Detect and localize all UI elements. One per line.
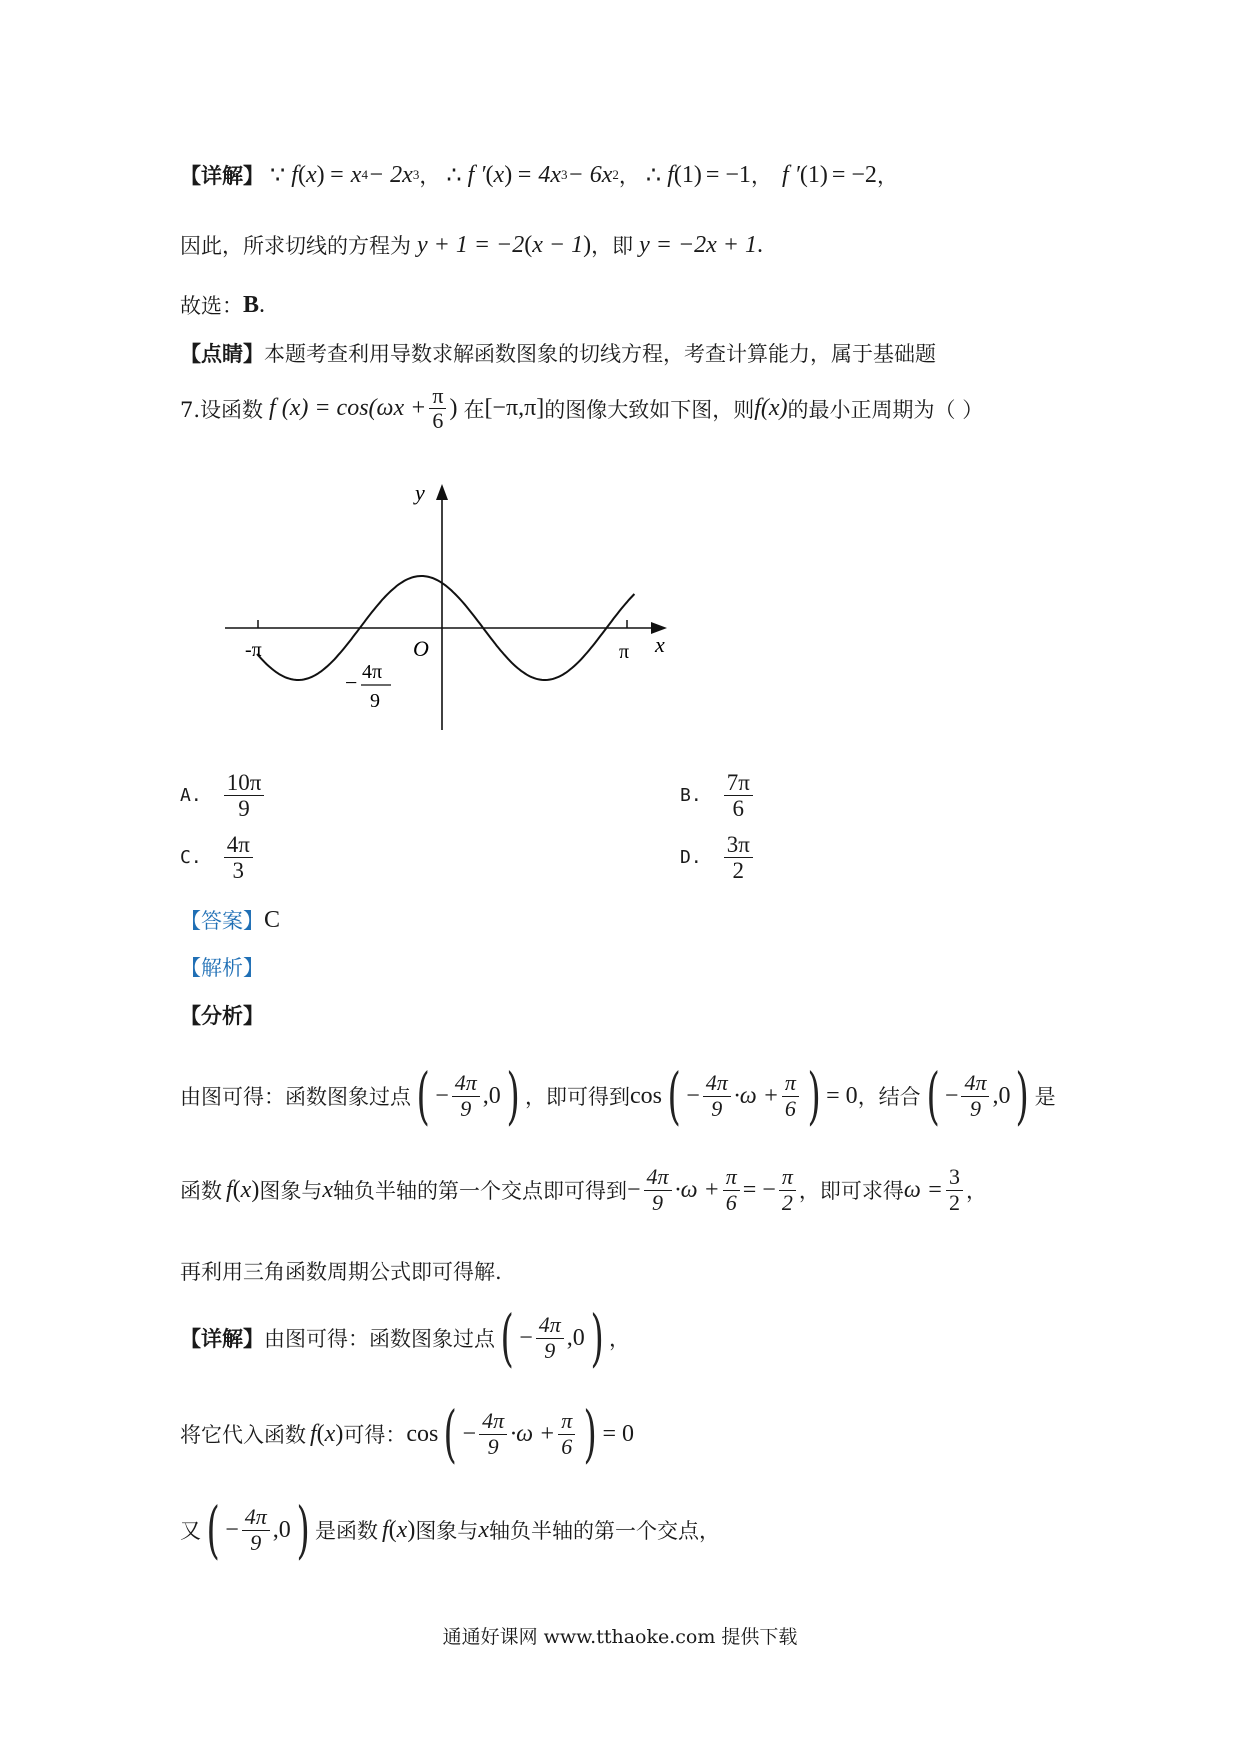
analysis1-omega: ·ω + xyxy=(733,1082,779,1109)
f1-symbol: f xyxy=(667,161,674,188)
analysis2-eq: = − xyxy=(742,1176,776,1203)
question-frac-num: π xyxy=(429,384,446,409)
y-axis-label: y xyxy=(415,480,425,505)
option-a-den: 9 xyxy=(238,796,250,822)
detail4-text1: 将它代入函数 xyxy=(180,1423,306,1447)
x-symbol: x xyxy=(305,161,317,188)
separator-2: ， xyxy=(618,164,640,188)
analysis2-two: 2 xyxy=(781,1189,793,1215)
analysis1-text3: ，结合 xyxy=(857,1085,921,1109)
analysis-tag-line xyxy=(180,952,264,982)
detail2-text2: ，即 xyxy=(591,234,634,258)
because-symbol: ∵ xyxy=(270,162,286,189)
detail4-den: 9 xyxy=(487,1433,499,1459)
origin-label: O xyxy=(413,636,429,661)
therefore-symbol-2: ∴ xyxy=(645,162,662,189)
comment-line xyxy=(180,338,936,368)
page-footer: 通通好课网 www.tthaoke.com 提供下载 xyxy=(442,1626,798,1648)
exp3b: 3 xyxy=(561,167,568,182)
question-text2: 的图像大致如下图，则 xyxy=(544,397,755,422)
zero-label-sign: − xyxy=(345,670,358,695)
detail4-x: x xyxy=(324,1420,336,1447)
analysis1-frac-3 xyxy=(782,1071,799,1120)
fenxi-tag-line xyxy=(180,1000,264,1030)
detail3-text: 由图可得：函数图象过点 xyxy=(264,1327,495,1351)
detail4-omega: ·ω + xyxy=(510,1420,556,1447)
separator: ， xyxy=(419,164,441,188)
detail3-minus: − xyxy=(519,1324,533,1351)
analysis-tag: 【解析】 xyxy=(180,956,264,980)
detail-line-4: 将它代入函数 f ( x ) 可得： cos ( − $\frac{4\pi}{9}$ ·ω + $\frac{\pi}{6}$ ) = 0 xyxy=(180,1397,635,1470)
detail4-eq0: = 0 xyxy=(602,1420,635,1447)
detail5-text2: 是函数 xyxy=(314,1519,378,1543)
analysis1-minus-2: − xyxy=(686,1082,700,1109)
fenxi-tag: 【分析】 xyxy=(180,1003,264,1028)
detail3-zero: ,0 xyxy=(566,1324,585,1351)
question-prefix: 7.设函数 xyxy=(180,397,264,422)
pi-label: π xyxy=(619,641,630,663)
question-fx2: f(x) xyxy=(754,395,788,422)
detail4-frac-2 xyxy=(558,1409,575,1458)
detail5-x: x xyxy=(396,1516,408,1543)
detail-line-3: 【详解】 由图可得：函数图象过点 ( − $\frac{4\pi}{9}$ ,0 ) ， xyxy=(180,1301,630,1374)
question-interval: [−π,π] xyxy=(484,395,545,422)
option-c[interactable] xyxy=(180,832,256,884)
answer-tag: 【答案】 xyxy=(180,909,264,933)
detail5-zero: ,0 xyxy=(272,1516,291,1543)
analysis2-two2: 2 xyxy=(948,1189,960,1215)
analysis2-minus: − xyxy=(626,1176,641,1203)
minus6x: − 6x xyxy=(567,161,613,188)
therefore-symbol: ∴ xyxy=(446,162,462,189)
detail5-num: 4π xyxy=(242,1505,270,1530)
eq-b: x − 1 xyxy=(532,231,584,258)
analysis2-frac-4 xyxy=(946,1165,963,1214)
y-axis-arrow-icon xyxy=(436,484,448,500)
question-frac xyxy=(429,384,446,433)
analysis1-six: 6 xyxy=(784,1095,796,1121)
detail5-xv: x xyxy=(478,1516,489,1543)
detail5-f: f xyxy=(381,1516,389,1543)
detail2-text1: 因此，所求切线的方程为 xyxy=(180,234,411,258)
analysis1-frac-2 xyxy=(703,1071,731,1120)
analysis2-six: 6 xyxy=(725,1189,737,1215)
analysis1-num-3: 4π xyxy=(961,1071,989,1096)
cosine-graph xyxy=(215,480,715,750)
fprime-symbol: f ′ xyxy=(467,161,486,188)
analysis1-text2: ，即可得到 xyxy=(524,1085,630,1109)
analysis-line-1: 由图可得：函数图象过点 ( − $\frac{4\pi}{9}$ ,0 ) ，即可得到 cos ( − $\frac{4\pi}{9}$ ·ω + $\frac{\pi}{6}$ ) = 0 ，结合 ( − $\frac{4\pi}{9}$ ,0 ) 是 xyxy=(180,1059,1056,1132)
eq-a: y + 1 = −2 xyxy=(417,231,525,258)
analysis1-cos: cos xyxy=(629,1082,662,1109)
detail5-den: 9 xyxy=(250,1529,262,1555)
analysis2-text1: 函数 xyxy=(180,1179,222,1203)
detail3-num: 4π xyxy=(536,1313,564,1338)
detail4-six: 6 xyxy=(561,1433,573,1459)
neg-pi-label: -π xyxy=(245,639,262,661)
option-a-frac xyxy=(224,770,265,822)
analysis2-x: x xyxy=(240,1176,252,1203)
analysis-line-3 xyxy=(180,1256,502,1286)
comment-text: 本题考查利用导数求解函数图象的切线方程，考查计算能力，属于基础题 xyxy=(264,342,936,366)
analysis2-f: f xyxy=(226,1176,233,1203)
comment-tag: 【点睛】 xyxy=(180,341,264,366)
option-b-num: 7π xyxy=(724,770,753,796)
analysis1-num: 4π xyxy=(452,1071,480,1096)
separator-3: ， xyxy=(750,164,772,188)
option-c-num: 4π xyxy=(224,832,253,858)
answer-line xyxy=(180,905,280,935)
eq1: = x xyxy=(328,161,362,188)
detail4-text2: 可得： xyxy=(343,1423,407,1447)
option-b-letter: B. xyxy=(680,785,702,807)
analysis2-frac-3 xyxy=(779,1165,796,1214)
detail4-pi: π xyxy=(558,1409,575,1434)
question-text1: 在 xyxy=(463,397,485,422)
analysis2-three: 3 xyxy=(946,1165,963,1190)
analysis2-num: 4π xyxy=(644,1165,672,1190)
detail-line-2: 因此，所求切线的方程为 y + 1 = −2 ( x − 1 ) ，即 y = −2x + 1 . xyxy=(180,231,763,258)
analysis2-text2: 图象与 xyxy=(259,1179,323,1203)
analysis-line-2: 函数 f ( x ) 图象与 x 轴负半轴的第一个交点即可得到 − $\frac{4\pi}{9}$ ·ω + $\frac{\pi}{6}$ = − $\frac{\pi}{2}$ ，即可求得 ω = $\frac{3}{2}$ ， xyxy=(180,1164,987,1215)
question-fx: f (x) = cos(ωx + xyxy=(269,395,427,422)
val1: = −1 xyxy=(705,161,751,188)
question-close: ) xyxy=(449,395,458,422)
analysis1-zero-2: ,0 xyxy=(992,1082,1011,1109)
detail5-minus: − xyxy=(225,1516,239,1543)
analysis2-pi: π xyxy=(723,1165,740,1190)
detail4-frac xyxy=(479,1409,507,1458)
detail4-minus: − xyxy=(462,1420,477,1447)
option-c-frac xyxy=(224,832,253,884)
analysis2-comma: ， xyxy=(965,1179,987,1203)
dot: . xyxy=(757,231,763,258)
detail5-text3: 图象与 xyxy=(415,1519,479,1543)
one: 1 xyxy=(681,161,694,188)
analysis1-num-2: 4π xyxy=(703,1071,731,1096)
detail4-num: 4π xyxy=(479,1409,507,1434)
analysis2-xv: x xyxy=(322,1176,333,1203)
analysis1-frac xyxy=(452,1071,480,1120)
detail5-frac xyxy=(242,1505,270,1554)
analysis1-den-3: 9 xyxy=(969,1095,981,1121)
option-a-letter: A. xyxy=(180,785,202,807)
analysis2-frac xyxy=(644,1165,672,1214)
val2: = −2 xyxy=(831,161,877,188)
option-d-den: 2 xyxy=(732,858,744,884)
x-symbol-2: x xyxy=(493,161,505,188)
analysis1-frac-4 xyxy=(961,1071,989,1120)
x-axis-label: x xyxy=(655,632,665,657)
analysis2-pi2: π xyxy=(779,1165,796,1190)
detail5-text4: 轴负半轴的第一个交点， xyxy=(488,1519,720,1543)
minus2x: − 2x xyxy=(367,161,413,188)
analysis2-den: 9 xyxy=(652,1189,664,1215)
detail5-text1: 又 xyxy=(180,1519,201,1543)
exp2: 2 xyxy=(612,167,619,182)
detail4-f: f xyxy=(310,1420,317,1447)
question-frac-den: 6 xyxy=(432,408,444,434)
option-d-frac xyxy=(724,832,753,884)
analysis2-omega2: ω = xyxy=(903,1176,943,1203)
analysis2-frac-2 xyxy=(723,1165,740,1214)
analysis1-eq0: = 0 xyxy=(826,1082,858,1109)
exp3: 3 xyxy=(412,167,420,182)
exp4: 4 xyxy=(361,167,368,182)
zero-label-den: 9 xyxy=(370,690,380,712)
analysis2-omega: ·ω + xyxy=(674,1176,720,1203)
detail3-den: 9 xyxy=(544,1337,556,1363)
choice-dot: . xyxy=(259,291,266,318)
detail-tag: 【详解】 xyxy=(180,163,264,188)
option-c-letter: C. xyxy=(180,847,202,869)
analysis1-minus: − xyxy=(435,1082,449,1109)
option-b[interactable] xyxy=(680,770,756,822)
eq-c: y = −2x + 1 xyxy=(639,231,757,258)
analysis3-text: 再利用三角函数周期公式即可得解. xyxy=(180,1260,502,1284)
f-symbol: f xyxy=(291,161,298,188)
answer-value: C xyxy=(264,906,281,933)
choice-value: B xyxy=(243,291,260,318)
option-d-letter: D. xyxy=(680,847,702,869)
detail4-cos: cos xyxy=(406,1420,439,1447)
analysis1-pi: π xyxy=(782,1071,799,1096)
option-d-num: 3π xyxy=(724,832,753,858)
option-b-frac xyxy=(724,770,753,822)
detail3-tag: 【详解】 xyxy=(180,1326,264,1351)
detail-line-1: 【详解】 ∵ f ( x ) = x 4 − 2x 3 ， ∴ f ′ ( x ) = 4x 3 − 6x 2 ， ∴ f ( 1 ) = −1 ， f ′ ( 1 ) = −2 ， xyxy=(180,161,898,189)
analysis1-text4: 是 xyxy=(1034,1085,1056,1109)
zero-label-num: 4π xyxy=(362,661,383,683)
choice-label: 故选： xyxy=(180,294,243,318)
question-line xyxy=(180,384,983,433)
analysis1-text1: 由图可得：函数图象过点 xyxy=(180,1085,411,1109)
analysis1-den-2: 9 xyxy=(711,1095,723,1121)
end-comma: ， xyxy=(876,164,898,188)
analysis2-text3: 轴负半轴的第一个交点即可得到 xyxy=(332,1179,627,1203)
analysis2-text4: ，即可求得 xyxy=(798,1179,904,1203)
eq2: = 4x xyxy=(516,161,562,188)
detail3-comma: ， xyxy=(608,1327,630,1351)
fp1-symbol: f ′ xyxy=(781,161,800,188)
detail-line-5: 又 ( − $\frac{4\pi}{9}$ ,0 ) 是函数 f ( x ) 图象与 x 轴负半轴的第一个交点， xyxy=(180,1493,720,1566)
option-b-den: 6 xyxy=(732,796,744,822)
question-text3: 的最小正周期为（ ） xyxy=(787,397,984,422)
option-a[interactable] xyxy=(180,770,267,822)
analysis1-minus-3: − xyxy=(944,1082,959,1109)
analysis1-zero: ,0 xyxy=(482,1082,501,1109)
option-a-num: 10π xyxy=(224,770,265,796)
choice-line xyxy=(180,290,265,320)
option-d[interactable] xyxy=(680,832,756,884)
one-2: 1 xyxy=(807,161,820,188)
option-c-den: 3 xyxy=(232,858,244,884)
detail3-frac xyxy=(536,1313,564,1362)
analysis1-den: 9 xyxy=(460,1095,472,1121)
